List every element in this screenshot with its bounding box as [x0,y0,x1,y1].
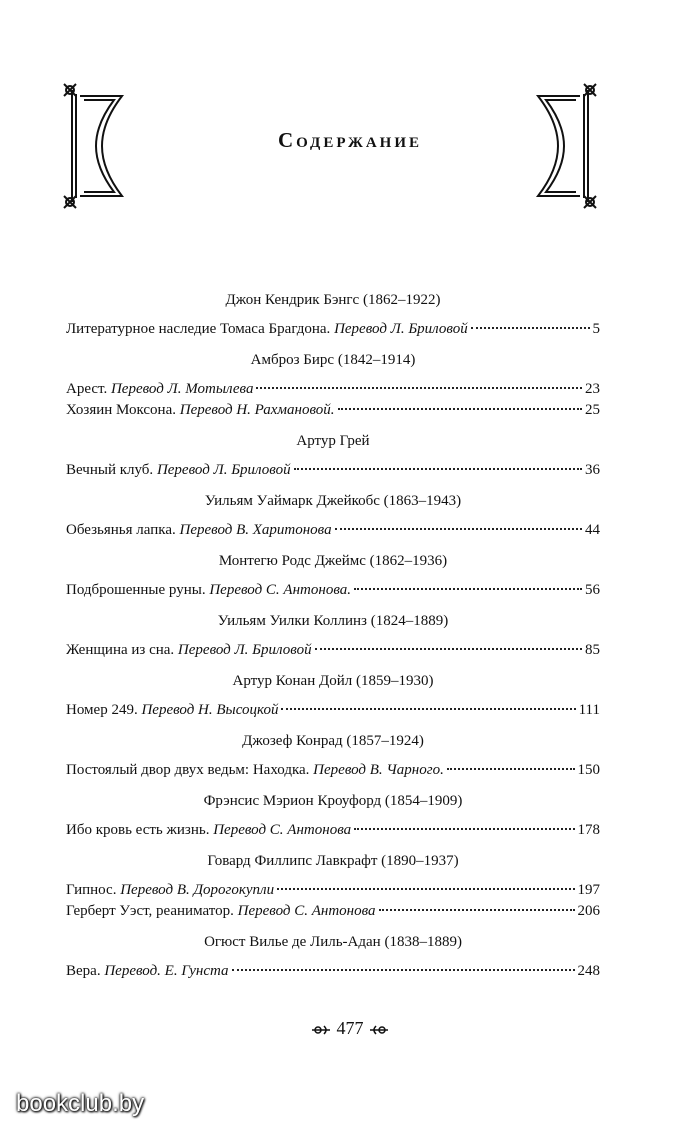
toc-entry[interactable] [66,961,600,982]
translator: Перевод С. Антонова [213,822,352,838]
page-title: Содержание [277,128,423,152]
entry-text [66,520,332,541]
page-ref: 206 [577,903,600,919]
leader-dots [232,969,575,971]
toc-author: Джозеф Конрад (1857–1924) [242,733,424,749]
page-ref: 111 [578,702,600,718]
footer-ornament-right-icon [368,1023,390,1037]
story-title: Вера. [66,963,101,979]
toc-entry[interactable] [66,880,600,901]
entry-text [66,760,444,781]
story-title: Ибо кровь есть жизнь. [66,822,210,838]
entry-text [66,700,278,721]
toc-author: Артур Грей [296,433,370,449]
translator: Перевод Л. Мотылева [110,381,254,397]
translator: Перевод С. Антонова. [209,582,351,598]
toc-author: Монтегю Родс Джеймс (1862–1936) [218,553,448,569]
toc-author: Фрэнсис Мэрион Кроуфорд (1854–1909) [203,793,463,809]
leader-dots [471,327,590,329]
toc-author: Огюст Вилье де Лиль-Адан (1838–1889) [204,934,462,950]
toc-entry[interactable] [66,400,600,421]
translator: Перевод Н. Рахмановой. [179,402,335,418]
toc-entry[interactable] [66,580,600,601]
leader-dots [294,468,582,470]
leader-dots [447,768,575,770]
page-ref: 23 [585,381,600,397]
entry-text [66,400,335,421]
toc-author: Артур Конан Дойл (1859–1930) [232,673,434,689]
toc-entry[interactable] [66,460,600,481]
entry-text [66,880,274,901]
translator: Перевод Л. Бриловой [177,642,312,658]
story-title: Вечный клуб. [66,462,154,478]
story-title: Обезьянья лапка. [66,522,176,538]
leader-dots [335,528,582,530]
toc-entry[interactable] [66,379,600,400]
page-ref: 25 [585,402,600,418]
entry-text [66,820,351,841]
toc-author: Уильям Уаймарк Джейкобс (1863–1943) [204,493,462,509]
leader-dots [354,588,582,590]
entry-text [66,961,229,982]
entry-text [66,319,468,340]
page-ref: 36 [585,462,600,478]
leader-dots [256,387,582,389]
page-ref: 44 [585,522,600,538]
page-ref: 197 [577,882,600,898]
translator: Перевод. Е. Гунста [104,963,229,979]
toc-entry[interactable] [66,319,600,340]
story-title: Гипнос. [66,882,117,898]
story-title: Номер 249. [66,702,138,718]
translator: Перевод Н. Высоцкой [141,702,279,718]
toc-author: Уильям Уилки Коллинз (1824–1889) [217,613,449,629]
page-ref: 5 [592,321,600,337]
page-ref: 150 [577,762,600,778]
entry-text [66,460,291,481]
story-title: Арест. [66,381,108,397]
leader-dots [354,828,574,830]
page-footer [0,1018,700,1039]
translator: Перевод Л. Бриловой [156,462,291,478]
story-title: Подброшенные руны. [66,582,206,598]
translator: Перевод С. Антонова [237,903,376,919]
story-title: Женщина из сна. [66,642,175,658]
leader-dots [315,648,582,650]
page-ref: 178 [577,822,600,838]
entry-text [66,901,376,922]
toc-entry[interactable] [66,760,600,781]
toc-entry[interactable] [66,640,600,661]
entry-text [66,379,253,400]
leader-dots [281,708,575,710]
page-ref: 248 [577,963,600,979]
translator: Перевод В. Чарного. [313,762,444,778]
table-of-contents [66,290,600,982]
page-number: 477 [336,1018,364,1038]
leader-dots [379,909,575,911]
toc-entry[interactable] [66,901,600,922]
story-title: Постоялый двор двух ведьм: Находка. [66,762,310,778]
toc-entry[interactable] [66,820,600,841]
translator: Перевод В. Харитонова [179,522,332,538]
story-title: Герберт Уэст, реаниматор. [66,903,234,919]
toc-entry[interactable] [66,700,600,721]
leader-dots [338,408,582,410]
leader-dots [277,888,574,890]
page-ref: 85 [585,642,600,658]
page-ref: 56 [585,582,600,598]
toc-author: Говард Филлипс Лавкрафт (1890–1937) [207,853,459,869]
translator: Перевод В. Дорогокупли [120,882,275,898]
story-title: Литературное наследие Томаса Брагдона. [66,321,331,337]
story-title: Хозяин Моксона. [66,402,176,418]
translator: Перевод Л. Бриловой [334,321,468,337]
entry-text [66,580,351,601]
toc-author: Джон Кендрик Бэнгс (1862–1922) [225,292,441,308]
toc-entry[interactable] [66,520,600,541]
entry-text [66,640,312,661]
footer-ornament-left-icon [310,1023,332,1037]
watermark: bookclub.by [16,1090,145,1117]
toc-author: Амброз Бирс (1842–1914) [250,352,416,368]
